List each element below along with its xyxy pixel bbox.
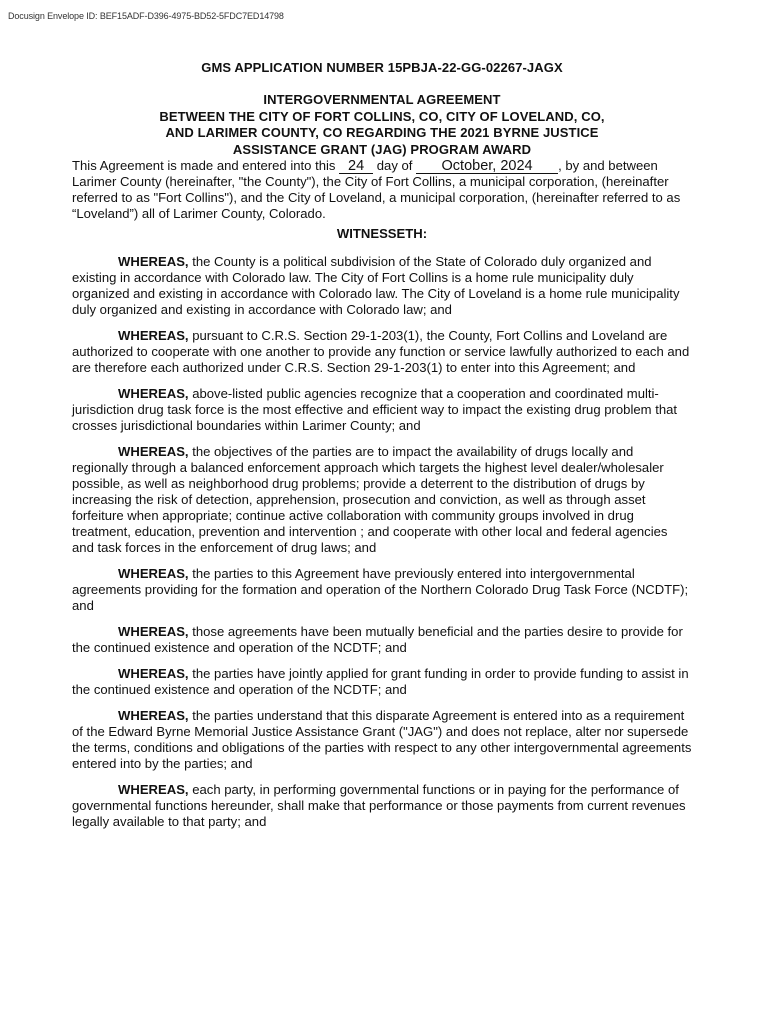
whereas-paragraph <box>72 566 692 614</box>
whereas-text: the objectives of the parties are to impact the availability of drugs locally and regionally through a balanced enforcement approach which targets the highest level dealer/wholesaler possible, as well as neighborhood drug problems; provide a deterrent to the distribution of drugs by increasing the risk of detection, apprehension, prosecution and conviction, as well as through asset forfeiture when appropriate; continue active collaboration with community groups involved in drug treatment, education, prevention and intervention ; and cooperate with other local and federal agencies and task forces in the enforcement of drug laws; and <box>72 444 668 555</box>
witnesseth-heading: WITNESSETH: <box>336 226 428 241</box>
whereas-text: each party, in performing governmental functions or in paying for the performance of governmental functions hereunder, shall make that performance or those payments from current revenues legally available to that party; and <box>72 782 686 829</box>
whereas-text: the parties to this Agreement have previously entered into intergovernmental agreements providing for the formation and operation of the Northern Colorado Drug Task Force (NCDTF); and <box>72 566 689 613</box>
whereas-text: the parties have jointly applied for grant funding in order to provide funding to assist in the continued existence and operation of the NCDTF; and <box>72 666 689 697</box>
whereas-text: above-listed public agencies recognize that a cooperation and coordinated multi-jurisdiction drug task force is the most effective and efficient way to impact the existing drug problem that crosses jurisdictional boundaries within Larimer County; and <box>72 386 678 433</box>
whereas-paragraph <box>72 666 692 698</box>
day-field: 24 <box>339 159 373 174</box>
whereas-text: pursuant to C.R.S. Section 29-1-203(1), the County, Fort Collins and Loveland are authorized to cooperate with one another to provide any function or service lawfully authorized to each and are therefore each authorized under C.R.S. Section 29-1-203(1) to enter into this Agreement; and <box>72 328 690 375</box>
title-line: BETWEEN THE CITY OF FORT COLLINS, CO, CITY OF LOVELAND, CO, <box>159 108 605 124</box>
document-body <box>72 60 692 840</box>
whereas-paragraph <box>72 386 692 434</box>
whereas-lead: WHEREAS, <box>118 254 189 269</box>
title-line: INTERGOVERNMENTAL AGREEMENT <box>263 92 501 107</box>
agreement-title <box>72 92 692 158</box>
title-line: ASSISTANCE GRANT (JAG) PROGRAM AWARD <box>232 141 532 157</box>
whereas-lead: WHEREAS, <box>118 708 189 723</box>
whereas-text: those agreements have been mutually beneficial and the parties desire to provide for the continued existence and operation of the NCDTF; and <box>72 624 683 655</box>
whereas-paragraph <box>72 782 692 830</box>
whereas-lead: WHEREAS, <box>118 566 189 581</box>
whereas-paragraph <box>72 328 692 376</box>
gms-label: GMS APPLICATION NUMBER <box>201 60 385 75</box>
whereas-lead: WHEREAS, <box>118 782 189 797</box>
gms-application-line <box>72 60 692 76</box>
envelope-id: Docusign Envelope ID: BEF15ADF-D396-4975-BD52-5FDC7ED14798 <box>8 11 284 21</box>
intro-prefix: This Agreement is made and entered into this <box>72 158 336 173</box>
whereas-paragraph <box>72 708 692 772</box>
whereas-lead: WHEREAS, <box>118 444 189 459</box>
intro-day-of: day of <box>376 158 413 173</box>
whereas-paragraph <box>72 444 692 556</box>
whereas-text: the County is a political subdivision of the State of Colorado duly organized and existing in accordance with Colorado law. The City of Fort Collins is a home rule municipality duly organized and existing in accordance with Colorado law. The City of Loveland is a home rule municipality duly organized and existing in accordance with Colorado law; and <box>72 254 680 317</box>
whereas-paragraph <box>72 624 692 656</box>
month-year-field: October, 2024 <box>416 159 558 174</box>
whereas-text: the parties understand that this disparate Agreement is entered into as a requirement of the Edward Byrne Memorial Justice Assistance Grant ("JAG") and does not replace, alter nor supersede the terms, conditions and obligations of the parties with respect to any other intergovernmental agreements entered into by the parties; and <box>72 708 692 771</box>
whereas-lead: WHEREAS, <box>118 666 189 681</box>
whereas-lead: WHEREAS, <box>118 624 189 639</box>
whereas-lead: WHEREAS, <box>118 328 189 343</box>
intro-suffix: , by and between Larimer County (hereinafter, "the County"), the City of Fort Collins, a municipal corporation, (hereinafter referred to as "Fort Collins"), and the City of Loveland, a municipal corporation, (hereinafter referred to as “Loveland”) all of Larimer County, Colorado. <box>72 158 681 221</box>
intro-paragraph <box>72 158 692 222</box>
gms-number: 15PBJA-22-GG-02267-JAGX <box>387 60 563 75</box>
whereas-lead: WHEREAS, <box>118 386 189 401</box>
title-line: AND LARIMER COUNTY, CO REGARDING THE 2021 BYRNE JUSTICE <box>165 125 599 140</box>
whereas-paragraph <box>72 254 692 318</box>
